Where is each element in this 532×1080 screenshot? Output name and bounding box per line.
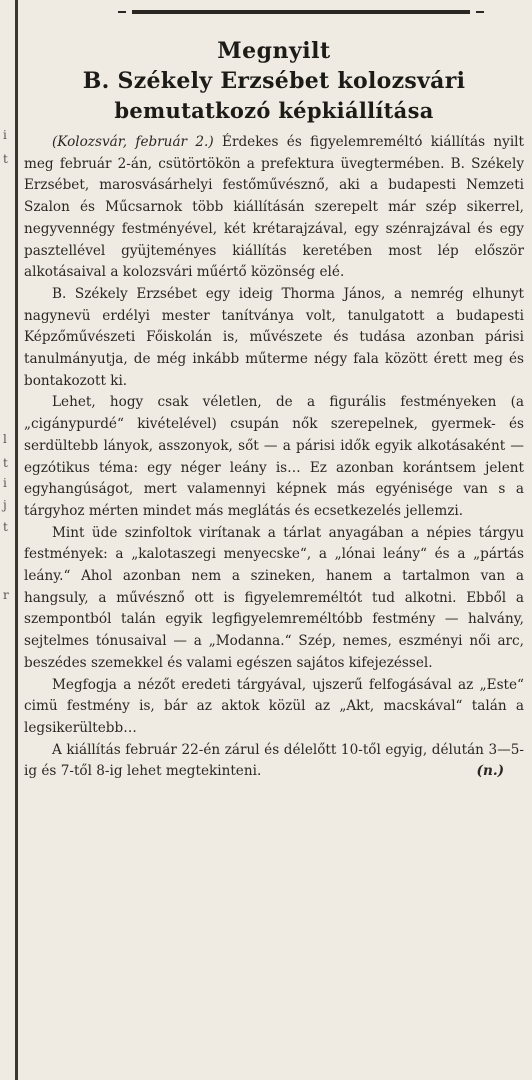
headline-line-2: B. Székely Erzsébet kolozsvári <box>82 68 466 94</box>
headline-line-3: bemutatkozó képkiállítása <box>114 98 434 123</box>
margin-fragment: j <box>3 498 7 512</box>
margin-fragment: t <box>3 520 8 534</box>
article-body <box>24 132 524 783</box>
margin-fragment: r <box>3 588 9 602</box>
paragraph-1-text: Érdekes és figyelemreméltó kiállítás nyilt meg február 2-án, csütörtökön a prefektura üvegtermében. B. Székely Erzsébet, marosvásárhelyi festőművésznő, aki a budapesti Nemzeti Szalon és Műcsarnok több kiállításán szerepelt már szép sikerrel, negyvennégy festményével, két krétarajzával, egy szénrajzával és egy pasztellével gyüjteményes kiállítás keretében most lép először alkotásaival a kolozsvári műértő közönség elé. <box>24 134 524 281</box>
paragraph-3: Lehet, hogy csak véletlen, de a figurális festményeken (a „cigánypurdé“ kivételével) csupán nők szerepelnek, gyermek- és serdültebb lányok, asszonyok, sőt — a párisi idők egyik alkotásaként — egzótikus téma: egy néger leány is… Ez azonban korántsem jelent egyhangúságot, mert valamennyi képnek más egyénisége van s a tárgyhoz mérten mindet más meglátás és ecsetkezelés jellemzi. <box>24 394 524 519</box>
article <box>24 36 524 783</box>
margin-fragment: i <box>3 128 7 142</box>
paragraph-5: Megfogja a nézőt eredeti tárgyával, ujszerű felfogásával az „Este“ cimü festmény is, bár az aktok közül az „Akt, macskával“ talán a legsikerültebb… <box>24 676 524 736</box>
paragraph-4: Mint üde szinfoltok virítanak a tárlat anyagában a népies tárgyu festmények: a „kalotaszegi menyecske“, a „lónai leány“ és a „pártás leány.“ Ahol azonban nem a szineken, hanem a tartalmon van a hangsuly, a művésznő ott is figyelemreméltót tud alkotni. Ebből a szempontból talán egyik legfigyelemreméltóbb festmény — halvány, sejtelmes tónusaival — a „Modanna.“ Szép, nemes, eszményi női arc, beszédes szemekkel és valami egészen sajátos kifejezéssel. <box>24 524 524 671</box>
dateline: (Kolozsvár, február 2.) <box>52 134 214 150</box>
margin-fragment: t <box>3 456 8 470</box>
margin-fragment: l <box>3 432 7 446</box>
paragraph-6-text: A kiállítás február 22-én zárul és délelőtt 10-től egyig, délután 3—5-ig és 7-től 8-ig lehet megtekinteni. <box>24 741 524 780</box>
paragraph-6 <box>24 740 524 783</box>
column-rule <box>15 0 18 1080</box>
article-headline <box>24 36 524 126</box>
headline-line-1: Megnyilt <box>217 38 331 64</box>
margin-fragments <box>0 0 14 1080</box>
author-signature: (n.) <box>476 763 504 780</box>
separator-rule <box>132 10 470 14</box>
margin-fragment: i <box>3 476 7 490</box>
paragraph-1 <box>24 132 524 284</box>
margin-fragment: t <box>3 152 8 166</box>
paragraph-2: B. Székely Erzsébet egy ideig Thorma János, a nemrég elhunyt nagynevü erdélyi mester tanítványa volt, tanulgatott a budapesti Képzőművészeti Főiskolán is, művészete és tudása azonban párisi tanulmányutja, de még inkább műterme négy fala között érett meg és bontakozott ki. <box>24 285 524 389</box>
